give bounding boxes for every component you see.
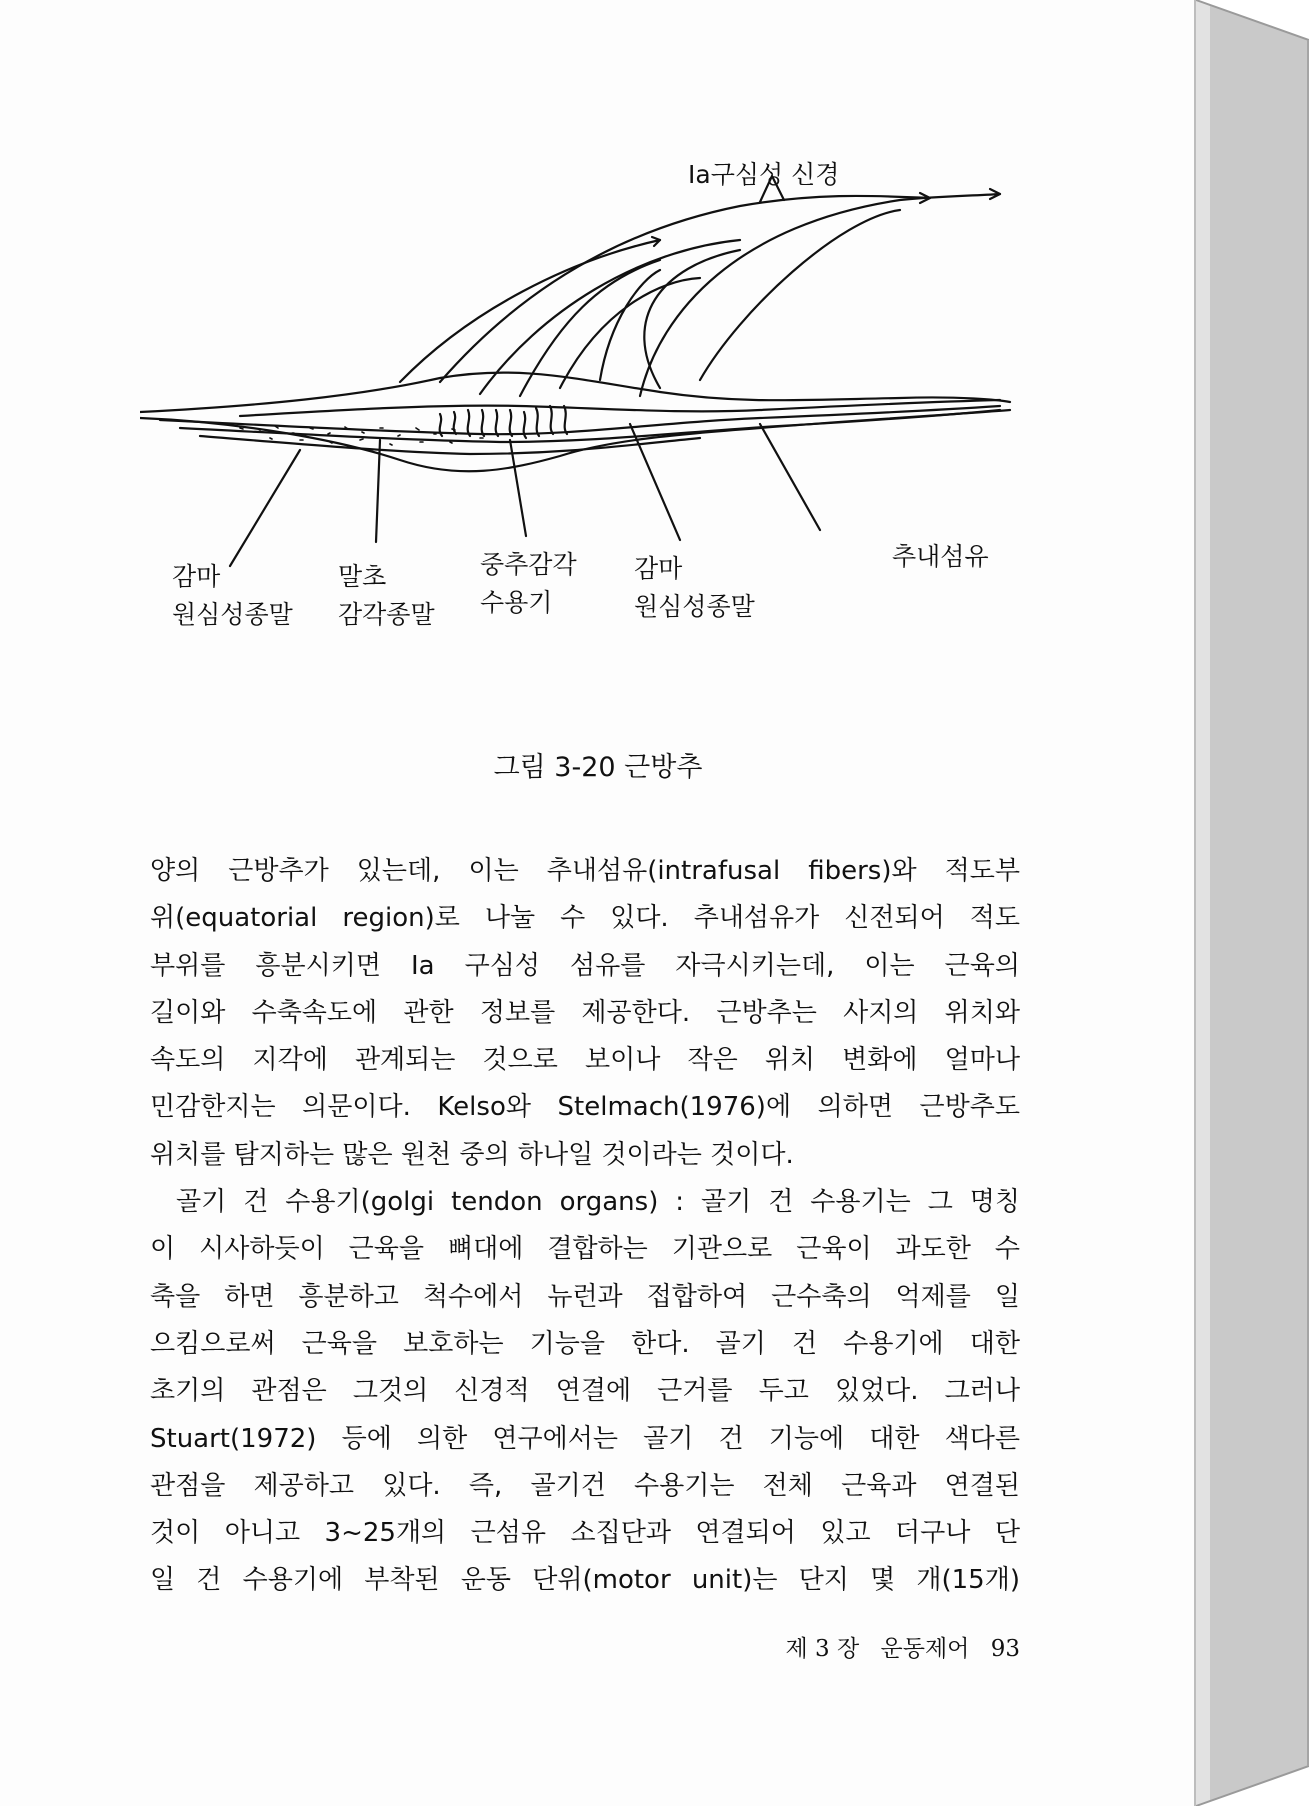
para1-line-7: 위치를 탐지하는 많은 원천 중의 하나일 것이라는 것이다. (150, 1139, 794, 1170)
footer-page-number: 93 (990, 1636, 1020, 1662)
para2-line-8: 것이 아니고 3~25개의 근섬유 소집단과 연결되어 있고 더구나 단 (150, 1518, 1020, 1549)
para2-line-1: 골기 건 수용기(golgi tendon organs) : 골기 건 수용기는 그 명칭 (176, 1187, 1020, 1218)
gamma-efferent-right-label (634, 550, 755, 626)
footer-chapter-title: 운동제어 (880, 1636, 970, 1662)
gamma-efferent-left-line2: 원심성종말 (172, 600, 293, 629)
gamma-efferent-right-line2: 원심성종말 (634, 592, 755, 621)
central-receptor-line1: 중추감각 (480, 550, 577, 579)
peripheral-terminal-label (338, 558, 435, 634)
gamma-efferent-left-line1: 감마 (172, 562, 221, 591)
ia-afferent-nerve-label: Ia구심성 신경 (688, 160, 840, 189)
figure-caption: 그림 3-20 근방추 (493, 752, 703, 783)
muscle-spindle-figure (140, 160, 1040, 730)
para2-line-7: 관점을 제공하고 있다. 즉, 골기건 수용기는 전체 근육과 연결된 (150, 1470, 1020, 1501)
para2-line-2: 이 시사하듯이 근육을 뼈대에 결합하는 기관으로 근육이 과도한 수 (150, 1234, 1020, 1265)
intrafusal-fiber-label: 추내섬유 (892, 542, 989, 571)
para1-line-3: 부위를 흥분시키면 Ia 구심성 섬유를 자극시키는데, 이는 근육의 (150, 950, 1020, 981)
central-receptor-label (480, 546, 577, 622)
para1-line-6: 민감한지는 의문이다. Kelso와 Stelmach(1976)에 의하면 근방추도 (150, 1092, 1020, 1123)
para2-line-6: Stuart(1972) 등에 의한 연구에서는 골기 건 기능에 대한 색다른 (150, 1423, 1020, 1454)
para1-line-5: 속도의 지각에 관계되는 것으로 보이나 작은 위치 변화에 얼마나 (150, 1045, 1020, 1076)
para1-line-4: 길이와 수축속도에 관한 정보를 제공한다. 근방추는 사지의 위치와 (150, 997, 1020, 1028)
central-receptor-line2: 수용기 (480, 588, 553, 617)
body-text (150, 848, 1020, 1605)
para2-line-9: 일 건 수용기에 부착된 운동 단위(motor unit)는 단지 몇 개(15개) (150, 1565, 1020, 1596)
para2-line-4: 으킴으로써 근육을 보호하는 기능을 한다. 골기 건 수용기에 대한 (150, 1328, 1020, 1359)
para1-line-2: 위(equatorial region)로 나눌 수 있다. 추내섬유가 신전되어 적도 (150, 903, 1020, 934)
gamma-efferent-right-line1: 감마 (634, 554, 683, 583)
para2-line-5: 초기의 관점은 그것의 신경적 연결에 근거를 두고 있었다. 그러나 (150, 1376, 1020, 1407)
gamma-efferent-left-label (172, 558, 293, 634)
peripheral-terminal-line2: 감각종말 (338, 600, 435, 629)
muscle-spindle-drawing (140, 170, 1040, 730)
para2-line-3: 축을 하면 흥분하고 척수에서 뉴런과 접합하여 근수축의 억제를 일 (150, 1281, 1020, 1312)
peripheral-terminal-line1: 말초 (338, 562, 387, 591)
footer-chapter: 제 3 장 (785, 1636, 860, 1662)
page-footer (150, 1630, 1020, 1663)
para1-line-1: 양의 근방추가 있는데, 이는 추내섬유(intrafusal fibers)와 적도부 (150, 856, 1020, 886)
book-page-edge (1196, 0, 1309, 1806)
